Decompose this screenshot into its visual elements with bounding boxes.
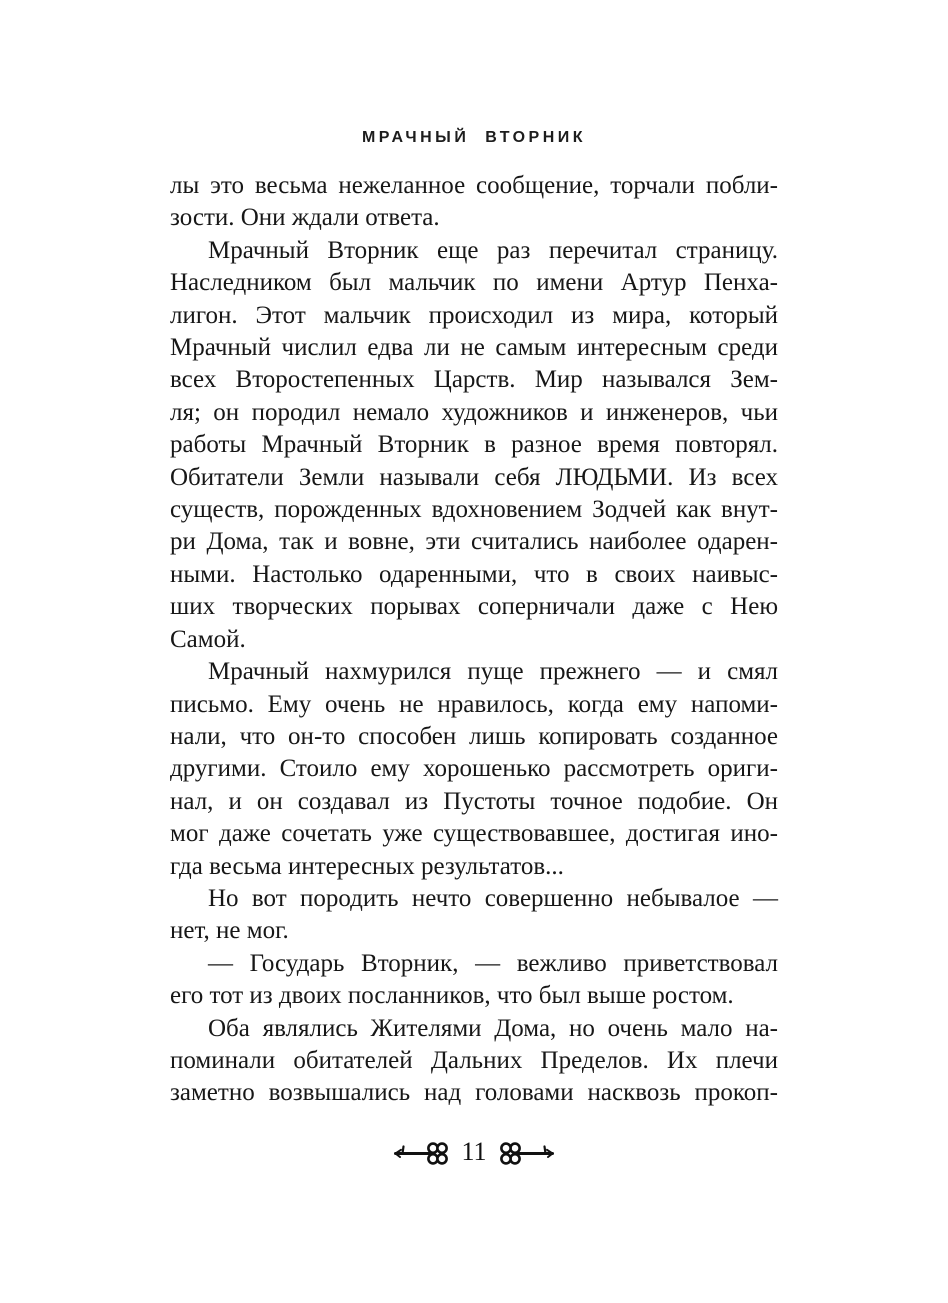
text-line: работы Мрачный Вторник в разное время повторял. — [170, 431, 778, 459]
page-number: 11 — [461, 1137, 487, 1166]
page-footer — [0, 1136, 948, 1170]
text-line: мог даже сочетать уже существовавшее, достигая ино- — [170, 820, 778, 848]
text-line: всех Второстепенных Царств. Мир назывался Зем- — [170, 366, 778, 394]
text-line: лы это весьма нежеланное сообщение, торчали побли- — [170, 172, 778, 199]
text-line: нал, и он создавал из Пустоты точное подобие. Он — [170, 787, 778, 815]
text-line: Но вот породить нечто совершенно небывалое — — [208, 884, 778, 912]
page-body — [170, 170, 778, 1110]
text-line: Мрачный Вторник еще раз перечитал страницу. — [208, 236, 778, 264]
running-title: МРАЧНЫЙ ВТОРНИК — [361, 129, 587, 146]
text-line: поминали обитателей Дальних Пределов. Их плечи — [170, 1046, 778, 1074]
text-line: ри Дома, так и вовне, эти считались наиболее одарен- — [170, 528, 778, 556]
text-line: письмо. Ему очень не нравилось, когда ему напоми- — [170, 690, 778, 718]
text-line: существ, порожденных вдохновением Зодчей как внут- — [170, 496, 778, 524]
text-line: лигон. Этот мальчик происходил из мира, который — [170, 301, 778, 329]
text-line: — Государь Вторник, — вежливо приветствовал — [208, 949, 778, 977]
paragraph — [170, 883, 778, 948]
text-line: гда весьма интересных результатов... — [170, 852, 564, 880]
paragraph — [170, 948, 778, 1013]
text-line: ля; он породил немало художников и инженеров, чьи — [170, 398, 778, 426]
text-line: Мрачный нахмурился пуще прежнего — и смял — [208, 658, 778, 686]
text-line: Оба являлись Жителями Дома, но очень мало на- — [208, 1014, 778, 1042]
text-line: нет, не мог. — [170, 917, 289, 945]
paragraph — [170, 656, 778, 883]
paragraph — [170, 235, 778, 656]
text-line: заметно возвышались над головами насквозь прокоп- — [170, 1079, 778, 1107]
paragraph — [170, 1013, 778, 1110]
text-line: ших творческих порывах соперничали даже с Нею — [170, 593, 778, 621]
text-line: зости. Они ждали ответа. — [170, 204, 440, 232]
key-left-icon — [392, 1140, 448, 1167]
text-line: ными. Настолько одаренными, что в своих наивыс- — [170, 560, 778, 588]
text-line: нали, что он-то способен лишь копировать созданное — [170, 722, 778, 750]
paragraph — [170, 170, 778, 235]
text-line: Наследником был мальчик по имени Артур Пенха- — [170, 269, 778, 297]
text-line: его тот из двоих посланников, что был выше ростом. — [170, 982, 734, 1010]
text-line: Мрачный числил едва ли не самым интересным среди — [170, 334, 778, 362]
text-line: Самой. — [170, 625, 246, 653]
text-line: другими. Стоило ему хорошенько рассмотреть ориги- — [170, 755, 778, 783]
text-line: Обитатели Земли называли себя ЛЮДЬМИ. Из всех — [170, 463, 778, 491]
key-right-icon — [500, 1140, 556, 1167]
